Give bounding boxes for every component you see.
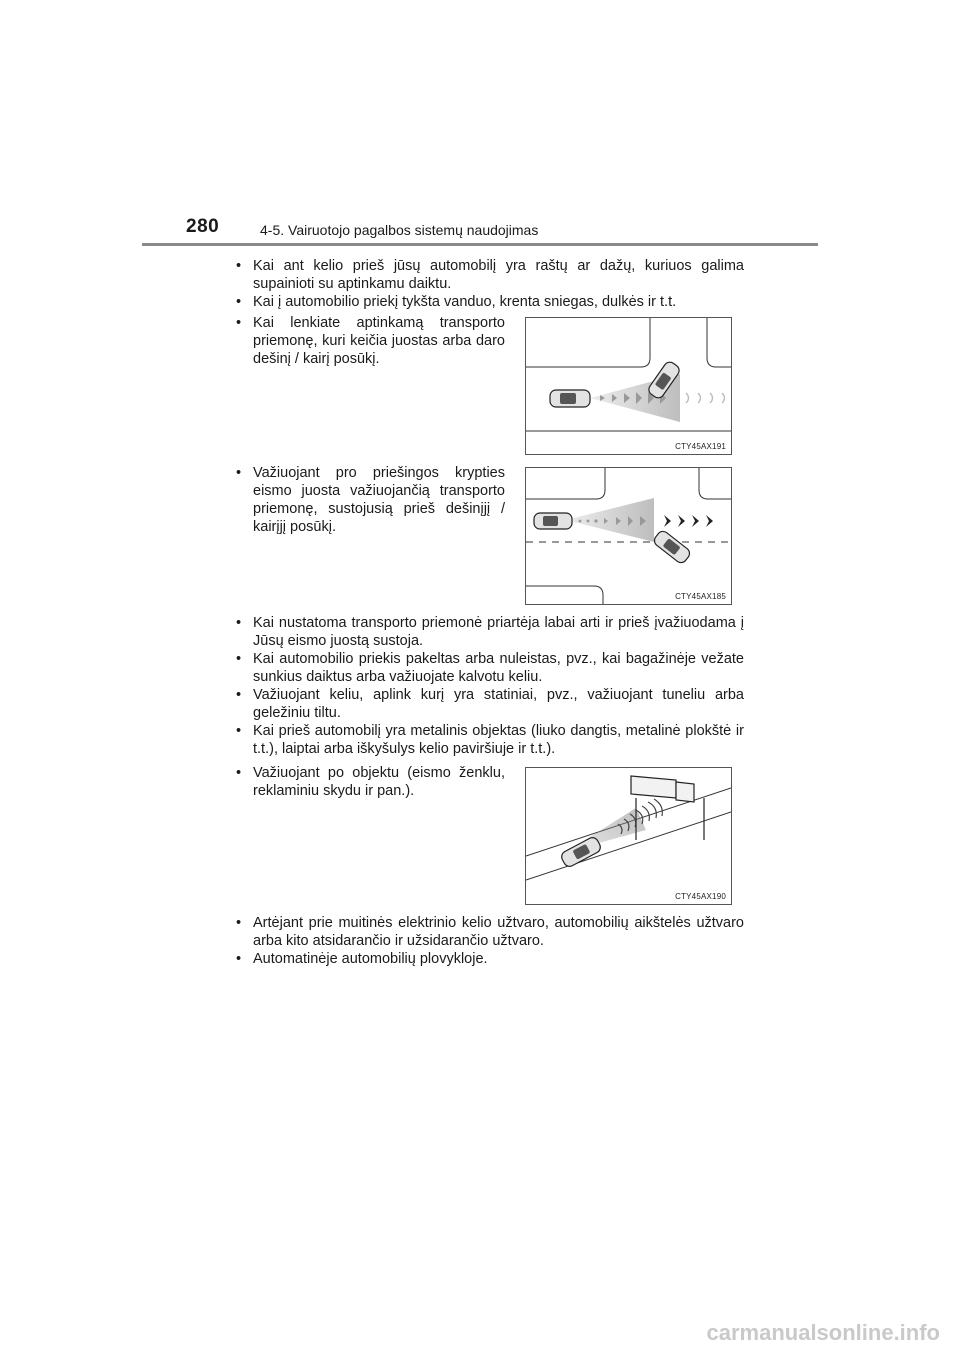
overtaking-car-illustration — [526, 318, 731, 454]
list-item: • Važiuojant keliu, aplink kurį yra statiniai, pvz., važiuojant tuneliu arba geležiniu tiltu. — [236, 686, 744, 722]
bullet-list-5 — [236, 764, 505, 800]
bullet-list-6 — [236, 914, 744, 968]
bullet-list-1 — [236, 257, 744, 311]
list-item: • Kai ant kelio prieš jūsų automobilį yra raštų ar dažų, kuriuos galima supainioti su aptinkamu daiktu. — [236, 257, 744, 293]
list-item: • Artėjant prie muitinės elektrinio kelio užtvaro, automobilių aikštelės užtvaro arba kito atsidarančio ir užsidarančio užtvaro. — [236, 914, 744, 950]
figure-code: CTY45AX191 — [675, 442, 726, 451]
figure-oncoming — [525, 467, 732, 605]
page-number: 280 — [186, 216, 220, 237]
figure-code: CTY45AX190 — [675, 892, 726, 901]
oncoming-car-illustration — [526, 468, 731, 604]
list-item: • Kai automobilio priekis pakeltas arba nuleistas, pvz., kai bagažinėje vežate sunkius daiktus arba važiuojate kalvotu keliu. — [236, 650, 744, 686]
section-title: 4-5. Vairuotojo pagalbos sistemų naudojimas — [260, 222, 539, 238]
list-item: • Kai nustatoma transporto priemonė priartėja labai arti ir prieš įvažiuodama į Jūsų eismo juostą sustoja. — [236, 614, 744, 650]
list-item: • Kai į automobilio priekį tykšta vanduo, krenta sniegas, dulkės ir t.t. — [236, 293, 744, 311]
list-item: • Automatinėje automobilių plovykloje. — [236, 950, 744, 968]
list-item: • Važiuojant pro priešingos krypties eismo juosta važiuojančią transporto priemonę, sustojusią prieš dešinįjį / kairįjį posūkį. — [236, 464, 505, 536]
bullet-list-4 — [236, 614, 744, 758]
watermark: carmanualsonline.info — [706, 1320, 940, 1345]
figure-code: CTY45AX185 — [675, 592, 726, 601]
figure-overhead-sign — [525, 767, 732, 905]
bullet-list-3 — [236, 464, 505, 536]
overhead-sign-illustration — [526, 768, 731, 904]
bullet-list-2 — [236, 314, 505, 368]
header-rule — [142, 243, 818, 246]
figure-overtaking — [525, 317, 732, 455]
list-item: • Važiuojant po objektu (eismo ženklu, reklaminiu skydu ir pan.). — [236, 764, 505, 800]
list-item: • Kai lenkiate aptinkamą transporto priemonę, kuri keičia juostas arba daro dešinį / kairį posūkį. — [236, 314, 505, 368]
list-item: • Kai prieš automobilį yra metalinis objektas (liuko dangtis, metalinė plokštė ir t.t.), laiptai arba iškyšulys kelio paviršiuje ir t.t.). — [236, 722, 744, 758]
